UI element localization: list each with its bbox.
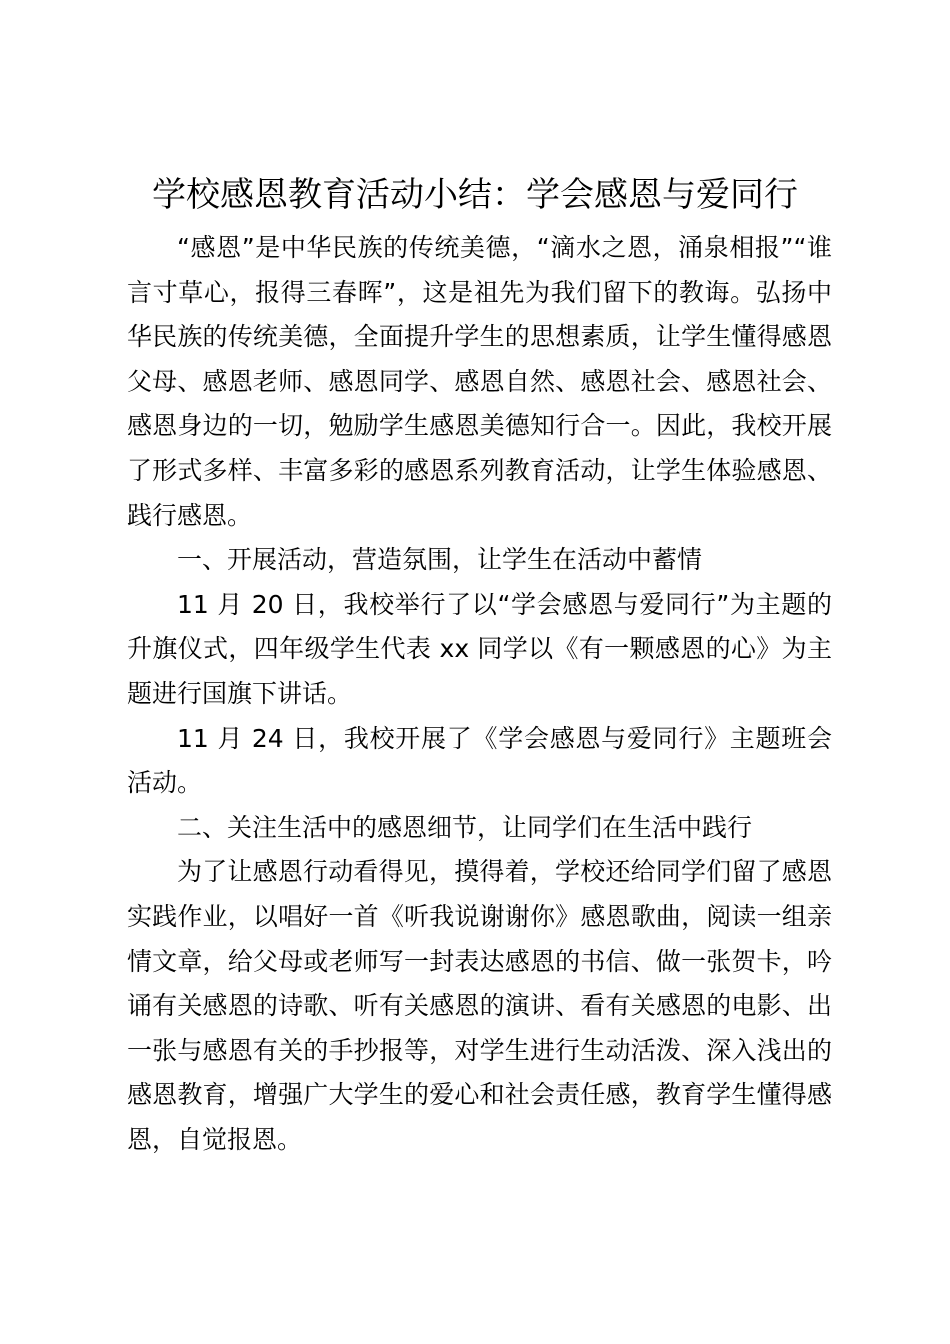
- paragraph-intro: “感恩”是中华民族的传统美德，“滴水之恩，涌泉相报”“谁言寸草心，报得三春晖”，这是祖先为我们留下的教诲。弘扬中华民族的传统美德，全面提升学生的思想素质，让学生懂得感恩父母、感恩老师、感恩同学、感恩自然、感恩社会、感恩社会、感恩身边的一切，勉励学生感恩美德知行合一。因此，我校开展了形式多样、丰富多彩的感恩系列教育活动，让学生体验感恩、践行感恩。: [127, 233, 832, 530]
- section-heading-2: 二、关注生活中的感恩细节，让同学们在生活中践行: [177, 812, 753, 842]
- document-title: 学校感恩教育活动小结：学会感恩与爱同行: [152, 175, 798, 215]
- section-heading-1: 一、开展活动，营造氛围，让学生在活动中蓄情: [177, 545, 703, 575]
- paragraph-class-meeting: 11 月 24 日，我校开展了《学会感恩与爱同行》主题班会活动。: [127, 723, 832, 798]
- document-body: [127, 226, 832, 1162]
- paragraph-flag-ceremony: 11 月 20 日，我校举行了以“学会感恩与爱同行”为主题的升旗仪式，四年级学生代表 xx 同学以《有一颗感恩的心》为主题进行国旗下讲话。: [127, 589, 832, 708]
- paragraph-practice-homework: 为了让感恩行动看得见，摸得着，学校还给同学们留了感恩实践作业，以唱好一首《听我说谢谢你》感恩歌曲，阅读一组亲情文章，给父母或老师写一封表达感恩的书信、做一张贺卡，吟诵有关感恩的诗歌、听有关感恩的演讲、看有关感恩的电影、出一张与感恩有关的手抄报等，对学生进行生动活泼、深入浅出的感恩教育，增强广大学生的爱心和社会责任感，教育学生懂得感恩，自觉报恩。: [127, 857, 832, 1154]
